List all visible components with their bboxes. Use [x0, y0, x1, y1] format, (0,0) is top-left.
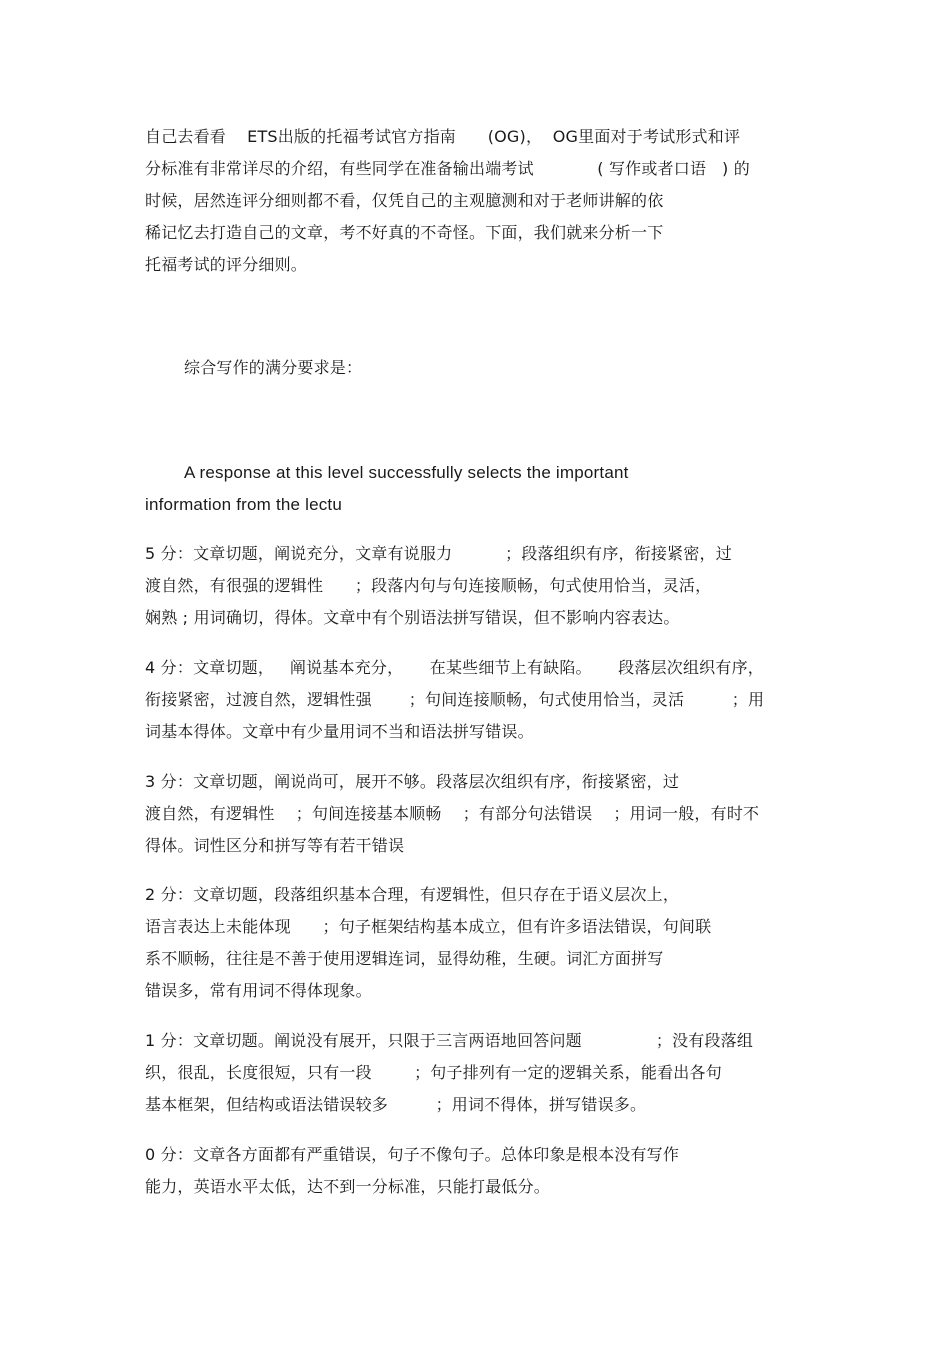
score-line: 语言表达上未能体现 ；句子框架结构基本成立，但有许多语法错误，句间联	[145, 917, 712, 936]
section-heading: 综合写作的满分要求是：	[184, 358, 363, 377]
intro-line: 托福考试的评分细则。	[145, 255, 308, 274]
score-line: 织，很乱，长度很短，只有一段 ；句子排列有一定的逻辑关系，能看出各句	[145, 1063, 722, 1082]
score-line: 3 分：文章切题，阐说尚可，展开不够。段落层次组织有序，衔接紧密，过	[145, 772, 680, 791]
score-line: 得体。词性区分和拼写等有若干错误	[145, 836, 405, 855]
score-line: 词基本得体。文章中有少量用词不当和语法拼写错误。	[145, 722, 534, 741]
intro-line: 自己去看看 ETS出版的托福考试官方指南 (OG)， OG里面对于考试形式和评	[145, 127, 741, 146]
english-quote-line: information from the lectu	[145, 495, 343, 514]
score-line: 系不顺畅，往往是不善于使用逻辑连词，显得幼稚，生硬。词汇方面拼写	[145, 949, 664, 968]
score-line: 1 分：文章切题。阐说没有展开，只限于三言两语地回答问题 ；没有段落组	[145, 1031, 754, 1050]
score-line: 2 分：文章切题，段落组织基本合理，有逻辑性，但只存在于语义层次上，	[145, 885, 680, 904]
score-line: 错误多，常有用词不得体现象。	[145, 981, 372, 1000]
intro-line: 稀记忆去打造自己的文章，考不好真的不奇怪。下面，我们就来分析一下	[145, 223, 664, 242]
score-line: 渡自然，有逻辑性 ；句间连接基本顺畅 ；有部分句法错误 ；用词一般，有时不	[145, 804, 760, 823]
score-line: 4 分：文章切题， 阐说基本充分， 在某些细节上有缺陷。 段落层次组织有序，	[145, 658, 764, 677]
score-line: 能力，英语水平太低，达不到一分标准，只能打最低分。	[145, 1177, 551, 1196]
score-line: 娴熟 ; 用词确切，得体。文章中有个别语法拼写错误，但不影响内容表达。	[145, 608, 680, 627]
intro-line: 分标准有非常详尽的介绍，有些同学在准备输出端考试 ( 写作或者口语 ) 的	[145, 159, 750, 178]
score-line: 5 分：文章切题，阐说充分，文章有说服力 ；段落组织有序，衔接紧密，过	[145, 544, 732, 563]
score-line: 0 分：文章各方面都有严重错误，句子不像句子。总体印象是根本没有写作	[145, 1145, 680, 1164]
english-quote-line: A response at this level successfully selects the important	[184, 463, 629, 482]
intro-line: 时候，居然连评分细则都不看，仅凭自己的主观臆测和对于老师讲解的依	[145, 191, 664, 210]
score-line: 衔接紧密，过渡自然，逻辑性强 ；句间连接顺畅，句式使用恰当，灵活 ；用	[145, 690, 765, 709]
score-line: 基本框架，但结构或语法错误较多 ；用词不得体，拼写错误多。	[145, 1095, 647, 1114]
score-line: 渡自然，有很强的逻辑性 ；段落内句与句连接顺畅，句式使用恰当，灵活，	[145, 576, 712, 595]
